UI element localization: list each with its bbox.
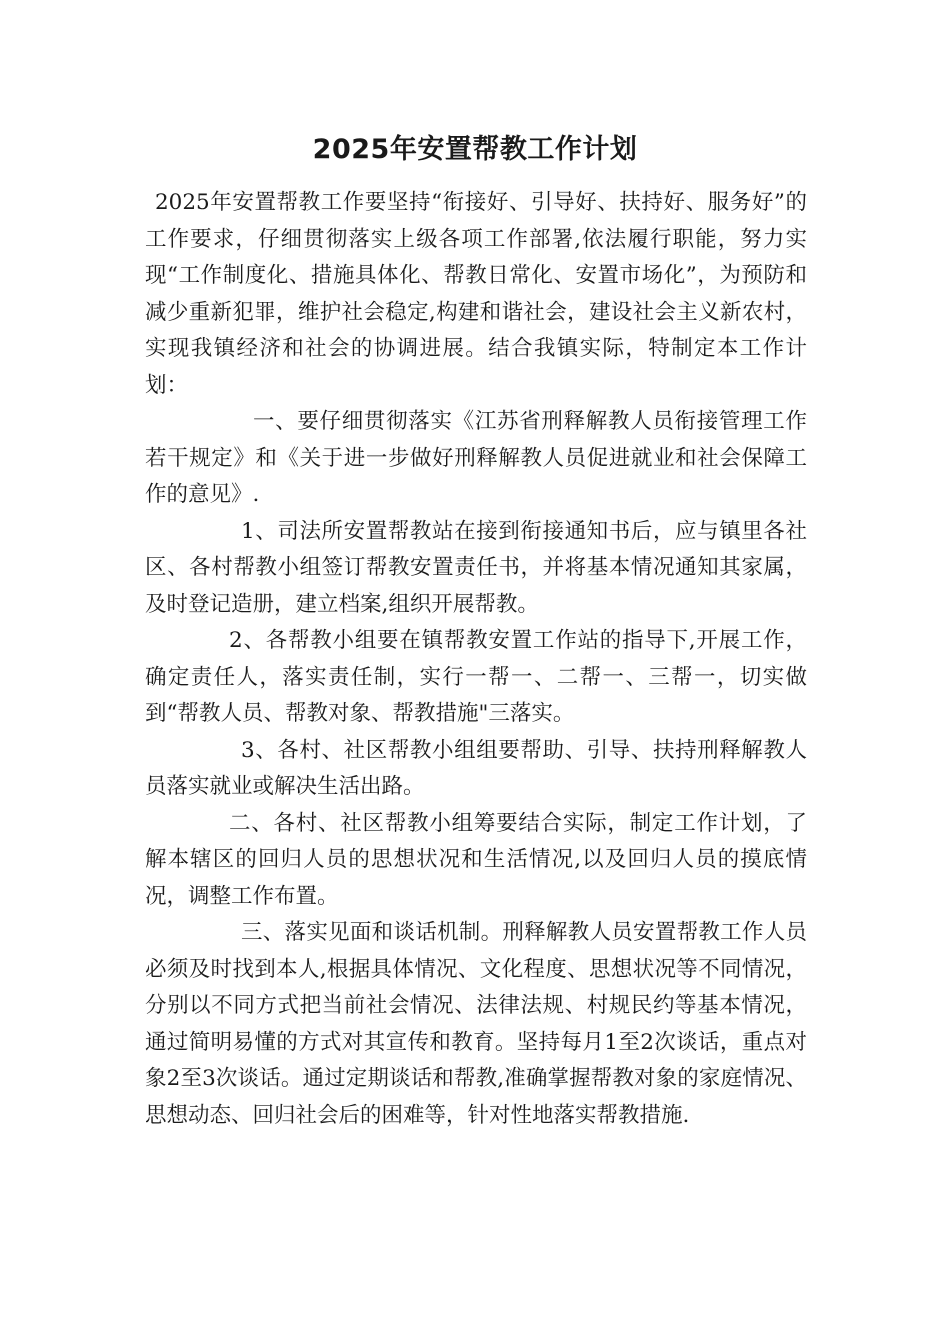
document-title: 2025年安置帮教工作计划 xyxy=(312,134,638,165)
section-1-paragraph: 一、要仔细贯彻落实《江苏省刑释解教人员衔接管理工作若干规定》和《关于进一步做好刑释解教人员促进就业和社会保障工作的意见》. xyxy=(145,409,807,507)
item-1-paragraph: 1、司法所安置帮教站在接到衔接通知书后，应与镇里各社区、各村帮教小组签订帮教安置责任书，并将基本情况通知其家属，及时登记造册，建立档案,组织开展帮教。 xyxy=(145,518,807,617)
document-body xyxy=(145,185,807,1134)
section-2-paragraph: 二、各村、社区帮教小组筹要结合实际，制定工作计划，了解本辖区的回归人员的思想状况和生活情况,以及回归人员的摸底情况，调整工作布置。 xyxy=(145,810,807,909)
item-2-paragraph: 2、各帮教小组要在镇帮教安置工作站的指导下,开展工作，确定责任人，落实责任制，实行一帮一、二帮一、三帮一，切实做到“帮教人员、帮教对象、帮教措施"三落实。 xyxy=(145,628,807,726)
section-3-paragraph: 三、落实见面和谈话机制。刑释解教人员安置帮教工作人员必须及时找到本人,根据具体情况、文化程度、思想状况等不同情况，分别以不同方式把当前社会情况、法律法规、村规民约等基本情况，通过简明易懂的方式对其宣传和教育。坚持每月1至2次谈话，重点对象2至3次谈话。通过定期谈话和帮教,准确掌握帮教对象的家庭情况、思想动态、回归社会后的困难等，针对性地落实帮教措施. xyxy=(145,920,807,1128)
intro-paragraph: 2025年安置帮教工作要坚持“衔接好、引导好、扶持好、服务好”的工作要求，仔细贯彻落实上级各项工作部署,依法履行职能，努力实现“工作制度化、措施具体化、帮教日常化、安置市场化”，为预防和减少重新犯罪，维护社会稳定,构建和谐社会，建设社会主义新农村，实现我镇经济和社会的协调进展。结合我镇实际，特制定本工作计划： xyxy=(145,190,807,398)
item-3-paragraph: 3、各村、社区帮教小组组要帮助、引导、扶持刑释解教人员落实就业或解决生活出路。 xyxy=(145,737,807,799)
